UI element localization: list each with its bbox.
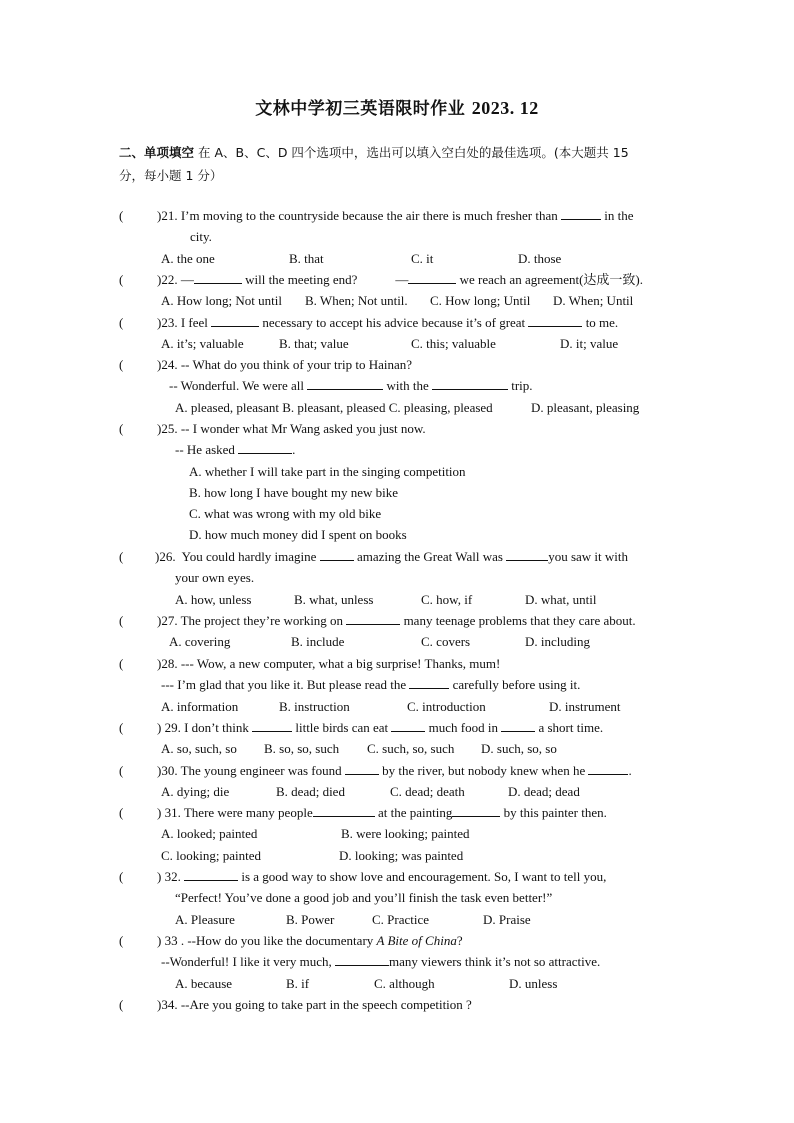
option-a: A. looked; painted xyxy=(161,826,258,842)
stem-text: I feel xyxy=(180,315,208,330)
question-number: 32. xyxy=(164,869,181,884)
option-a: A. whether I will take part in the singing competition xyxy=(189,463,466,479)
question-33 xyxy=(119,930,679,994)
option-d: D. Praise xyxy=(483,911,531,927)
blank xyxy=(313,803,375,817)
blank xyxy=(506,547,548,561)
question-21 xyxy=(119,205,679,269)
stem-text: “Perfect! You’ve done a good job and you’ll finish the task even better!” xyxy=(175,890,553,906)
option-b: B. were looking; painted xyxy=(341,826,470,842)
question-31 xyxy=(119,802,679,866)
blank xyxy=(346,611,400,625)
option-d: D. When; Until xyxy=(553,293,634,309)
instruction-text: 在 A、B、C、D 四个选项中，选出可以填入空白处的最佳选项。(本大题共 15 xyxy=(194,145,629,160)
page-title xyxy=(0,94,794,119)
answer-paren-open: ( xyxy=(119,763,124,778)
blank xyxy=(528,313,582,327)
option-b: B. include xyxy=(291,634,345,650)
answer-paren-close: ) xyxy=(157,357,162,372)
question-22 xyxy=(119,269,679,312)
section-instruction xyxy=(119,141,679,187)
title-date: 2023. 12 xyxy=(471,98,539,118)
option-b: B. what, unless xyxy=(294,591,374,607)
option-d: D. it; value xyxy=(560,336,619,352)
answer-paren-close: ) xyxy=(157,315,162,330)
stem-text: your own eyes. xyxy=(175,570,255,586)
stem-text: -- He asked xyxy=(175,442,235,458)
question-29 xyxy=(119,717,679,760)
blank xyxy=(320,547,354,561)
question-28 xyxy=(119,653,679,717)
answer-paren-open: ( xyxy=(119,720,124,735)
question-number: 30. xyxy=(161,763,178,778)
answer-paren-close: ) xyxy=(157,933,162,948)
stem-text: --Wonderful! I like it very much, xyxy=(161,954,332,970)
answer-paren-close: ) xyxy=(157,208,162,223)
answer-paren-close: ) xyxy=(157,763,162,778)
answer-paren-close: ) xyxy=(157,869,162,884)
answer-paren-close: ) xyxy=(155,549,160,564)
option-c: C. dead; death xyxy=(390,784,465,800)
option-b: B. dead; died xyxy=(276,784,345,800)
option-c: C. although xyxy=(374,975,435,991)
option-a: A. information xyxy=(161,698,239,714)
question-number: 33 . xyxy=(164,933,185,948)
option-abc: A. pleased, pleasant B. pleasant, pleased C. pleasing, pleased xyxy=(175,399,493,415)
stem-text: little birds can eat xyxy=(295,720,389,735)
question-number: 24. xyxy=(161,357,178,372)
option-b: B. how long I have bought my new bike xyxy=(189,484,399,500)
blank xyxy=(432,376,508,390)
stem-text: is a good way to show love and encouragement. So, I want to tell you, xyxy=(241,869,607,884)
stem-text: amazing the Great Wall was xyxy=(356,549,503,564)
stem-text: much food in xyxy=(428,720,498,735)
question-number: 26. xyxy=(159,549,176,564)
stem-text: -- What do you think of your trip to Hainan? xyxy=(180,357,413,372)
option-c: C. looking; painted xyxy=(161,847,262,863)
stem-text: — xyxy=(395,272,409,287)
answer-paren-open: ( xyxy=(119,549,124,564)
option-a: A. How long; Not until xyxy=(161,293,282,309)
stem-text: --How do you like the documentary xyxy=(187,933,374,948)
option-b: B. that xyxy=(289,250,324,266)
blank xyxy=(452,803,500,817)
question-number: 31. xyxy=(164,805,181,820)
answer-paren-close: ) xyxy=(157,613,162,628)
option-d: D. those xyxy=(518,250,562,266)
answer-paren-close: ) xyxy=(157,997,162,1012)
option-d: D. what, until xyxy=(525,591,597,607)
answer-paren-open: ( xyxy=(119,208,124,223)
option-b: B. so, so, such xyxy=(264,741,340,757)
stem-text: I don’t think xyxy=(184,720,249,735)
option-b: B. that; value xyxy=(279,336,349,352)
question-number: 34. xyxy=(161,997,178,1012)
option-a: A. so, such, so xyxy=(161,741,237,757)
blank xyxy=(335,952,389,966)
title-text: 文林中学初三英语限时作业 xyxy=(255,99,466,119)
blank xyxy=(345,761,379,775)
question-26 xyxy=(119,546,679,610)
stem-text: There were many people xyxy=(183,805,313,820)
answer-paren-open: ( xyxy=(119,272,124,287)
option-d: D. unless xyxy=(509,975,558,991)
option-c: C. How long; Until xyxy=(430,293,531,309)
question-23 xyxy=(119,312,679,355)
answer-paren-close: ) xyxy=(157,805,162,820)
option-a: A. Pleasure xyxy=(175,911,235,927)
blank xyxy=(184,867,238,881)
answer-paren-close: ) xyxy=(157,720,162,735)
blank xyxy=(409,675,449,689)
option-c: C. how, if xyxy=(421,591,473,607)
option-a: A. because xyxy=(175,975,233,991)
option-d: D. how much money did I spent on books xyxy=(189,527,407,543)
blank xyxy=(501,718,535,732)
answer-paren-open: ( xyxy=(119,421,124,436)
stem-text: . xyxy=(292,442,296,458)
option-d: D. looking; was painted xyxy=(339,847,464,863)
stem-text: by the river, but nobody knew when he xyxy=(382,763,586,778)
option-a: A. covering xyxy=(169,634,231,650)
stem-text: -- Wonderful. We were all xyxy=(169,378,304,394)
answer-paren-close: ) xyxy=(157,421,162,436)
option-c: C. what was wrong with my old bike xyxy=(189,506,382,522)
blank xyxy=(211,313,259,327)
blank xyxy=(561,206,601,220)
option-a: A. how, unless xyxy=(175,591,252,607)
question-34 xyxy=(119,994,679,1015)
stem-text: --- I’m glad that you like it. But please read the xyxy=(161,677,407,693)
stem-text: you saw it with xyxy=(548,549,628,564)
question-27 xyxy=(119,610,679,653)
answer-paren-open: ( xyxy=(119,315,124,330)
blank xyxy=(238,440,292,454)
documentary-title: A Bite of China xyxy=(376,933,457,948)
answer-paren-close: ) xyxy=(157,272,162,287)
stem-text: — xyxy=(180,272,194,287)
question-30 xyxy=(119,760,679,803)
stem-text: many viewers think it’s not so attractive. xyxy=(389,954,601,970)
question-24 xyxy=(119,354,679,418)
option-c: C. it xyxy=(411,250,434,266)
stem-text: at the painting xyxy=(377,805,453,820)
answer-paren-open: ( xyxy=(119,357,124,372)
question-32 xyxy=(119,866,679,930)
stem-text: necessary to accept his advice because it’s of great xyxy=(262,315,526,330)
stem-text: -- I wonder what Mr Wang asked you just now. xyxy=(180,421,426,436)
option-c: C. Practice xyxy=(372,911,430,927)
stem-text: I’m moving to the countryside because the air there is much fresher than xyxy=(180,208,558,223)
option-c: C. covers xyxy=(421,634,471,650)
answer-paren-close: ) xyxy=(157,656,162,671)
question-number: 29. xyxy=(164,720,181,735)
option-c: C. introduction xyxy=(407,698,486,714)
question-number: 21. xyxy=(161,208,178,223)
option-d: D. dead; dead xyxy=(508,784,580,800)
option-d: D. including xyxy=(525,634,590,650)
answer-paren-open: ( xyxy=(119,933,124,948)
option-a: A. the one xyxy=(161,250,215,266)
option-b: B. Power xyxy=(286,911,335,927)
question-number: 22. xyxy=(161,272,178,287)
answer-paren-open: ( xyxy=(119,997,124,1012)
option-d: D. such, so, so xyxy=(481,741,557,757)
answer-paren-open: ( xyxy=(119,656,124,671)
stem-text: by this painter then. xyxy=(503,805,607,820)
stem-text: trip. xyxy=(511,378,533,394)
stem-text: many teenage problems that they care about. xyxy=(403,613,636,628)
stem-text: The project they’re working on xyxy=(180,613,344,628)
option-d: D. pleasant, pleasing xyxy=(531,399,640,415)
stem-text: city. xyxy=(190,229,212,245)
section-label: 二、单项填空 xyxy=(119,145,195,160)
blank xyxy=(252,718,292,732)
question-number: 28. xyxy=(161,656,178,671)
blank xyxy=(588,761,628,775)
option-b: B. When; Not until. xyxy=(305,293,408,309)
option-d: D. instrument xyxy=(549,698,621,714)
blank xyxy=(307,376,383,390)
stem-text: You could hardly imagine xyxy=(181,549,317,564)
stem-text: in the xyxy=(604,208,634,223)
stem-text: --Are you going to take part in the speech competition ? xyxy=(180,997,472,1012)
question-number: 25. xyxy=(161,421,178,436)
stem-text: we reach an agreement(达成一致). xyxy=(459,272,643,287)
stem-text: . xyxy=(628,763,632,778)
stem-text: ? xyxy=(456,933,463,948)
answer-paren-open: ( xyxy=(119,869,124,884)
stem-text: carefully before using it. xyxy=(452,677,581,693)
blank xyxy=(408,270,456,284)
instruction-cont: 分，每小题 1 分） xyxy=(119,168,223,183)
option-b: B. if xyxy=(286,975,310,991)
option-a: A. dying; die xyxy=(161,784,230,800)
blank xyxy=(194,270,242,284)
answer-paren-open: ( xyxy=(119,613,124,628)
stem-text: --- Wow, a new computer, what a big surprise! Thanks, mum! xyxy=(180,656,501,671)
question-25 xyxy=(119,418,679,546)
stem-text: a short time. xyxy=(538,720,604,735)
stem-text: The young engineer was found xyxy=(180,763,342,778)
option-a: A. it’s; valuable xyxy=(161,336,244,352)
option-b: B. instruction xyxy=(279,698,350,714)
question-number: 27. xyxy=(161,613,178,628)
answer-paren-open: ( xyxy=(119,805,124,820)
blank xyxy=(391,718,425,732)
stem-text: with the xyxy=(386,378,429,394)
question-number: 23. xyxy=(161,315,178,330)
option-c: C. this; valuable xyxy=(411,336,496,352)
option-c: C. such, so, such xyxy=(367,741,455,757)
stem-text: to me. xyxy=(585,315,619,330)
stem-text: will the meeting end? xyxy=(245,272,358,287)
